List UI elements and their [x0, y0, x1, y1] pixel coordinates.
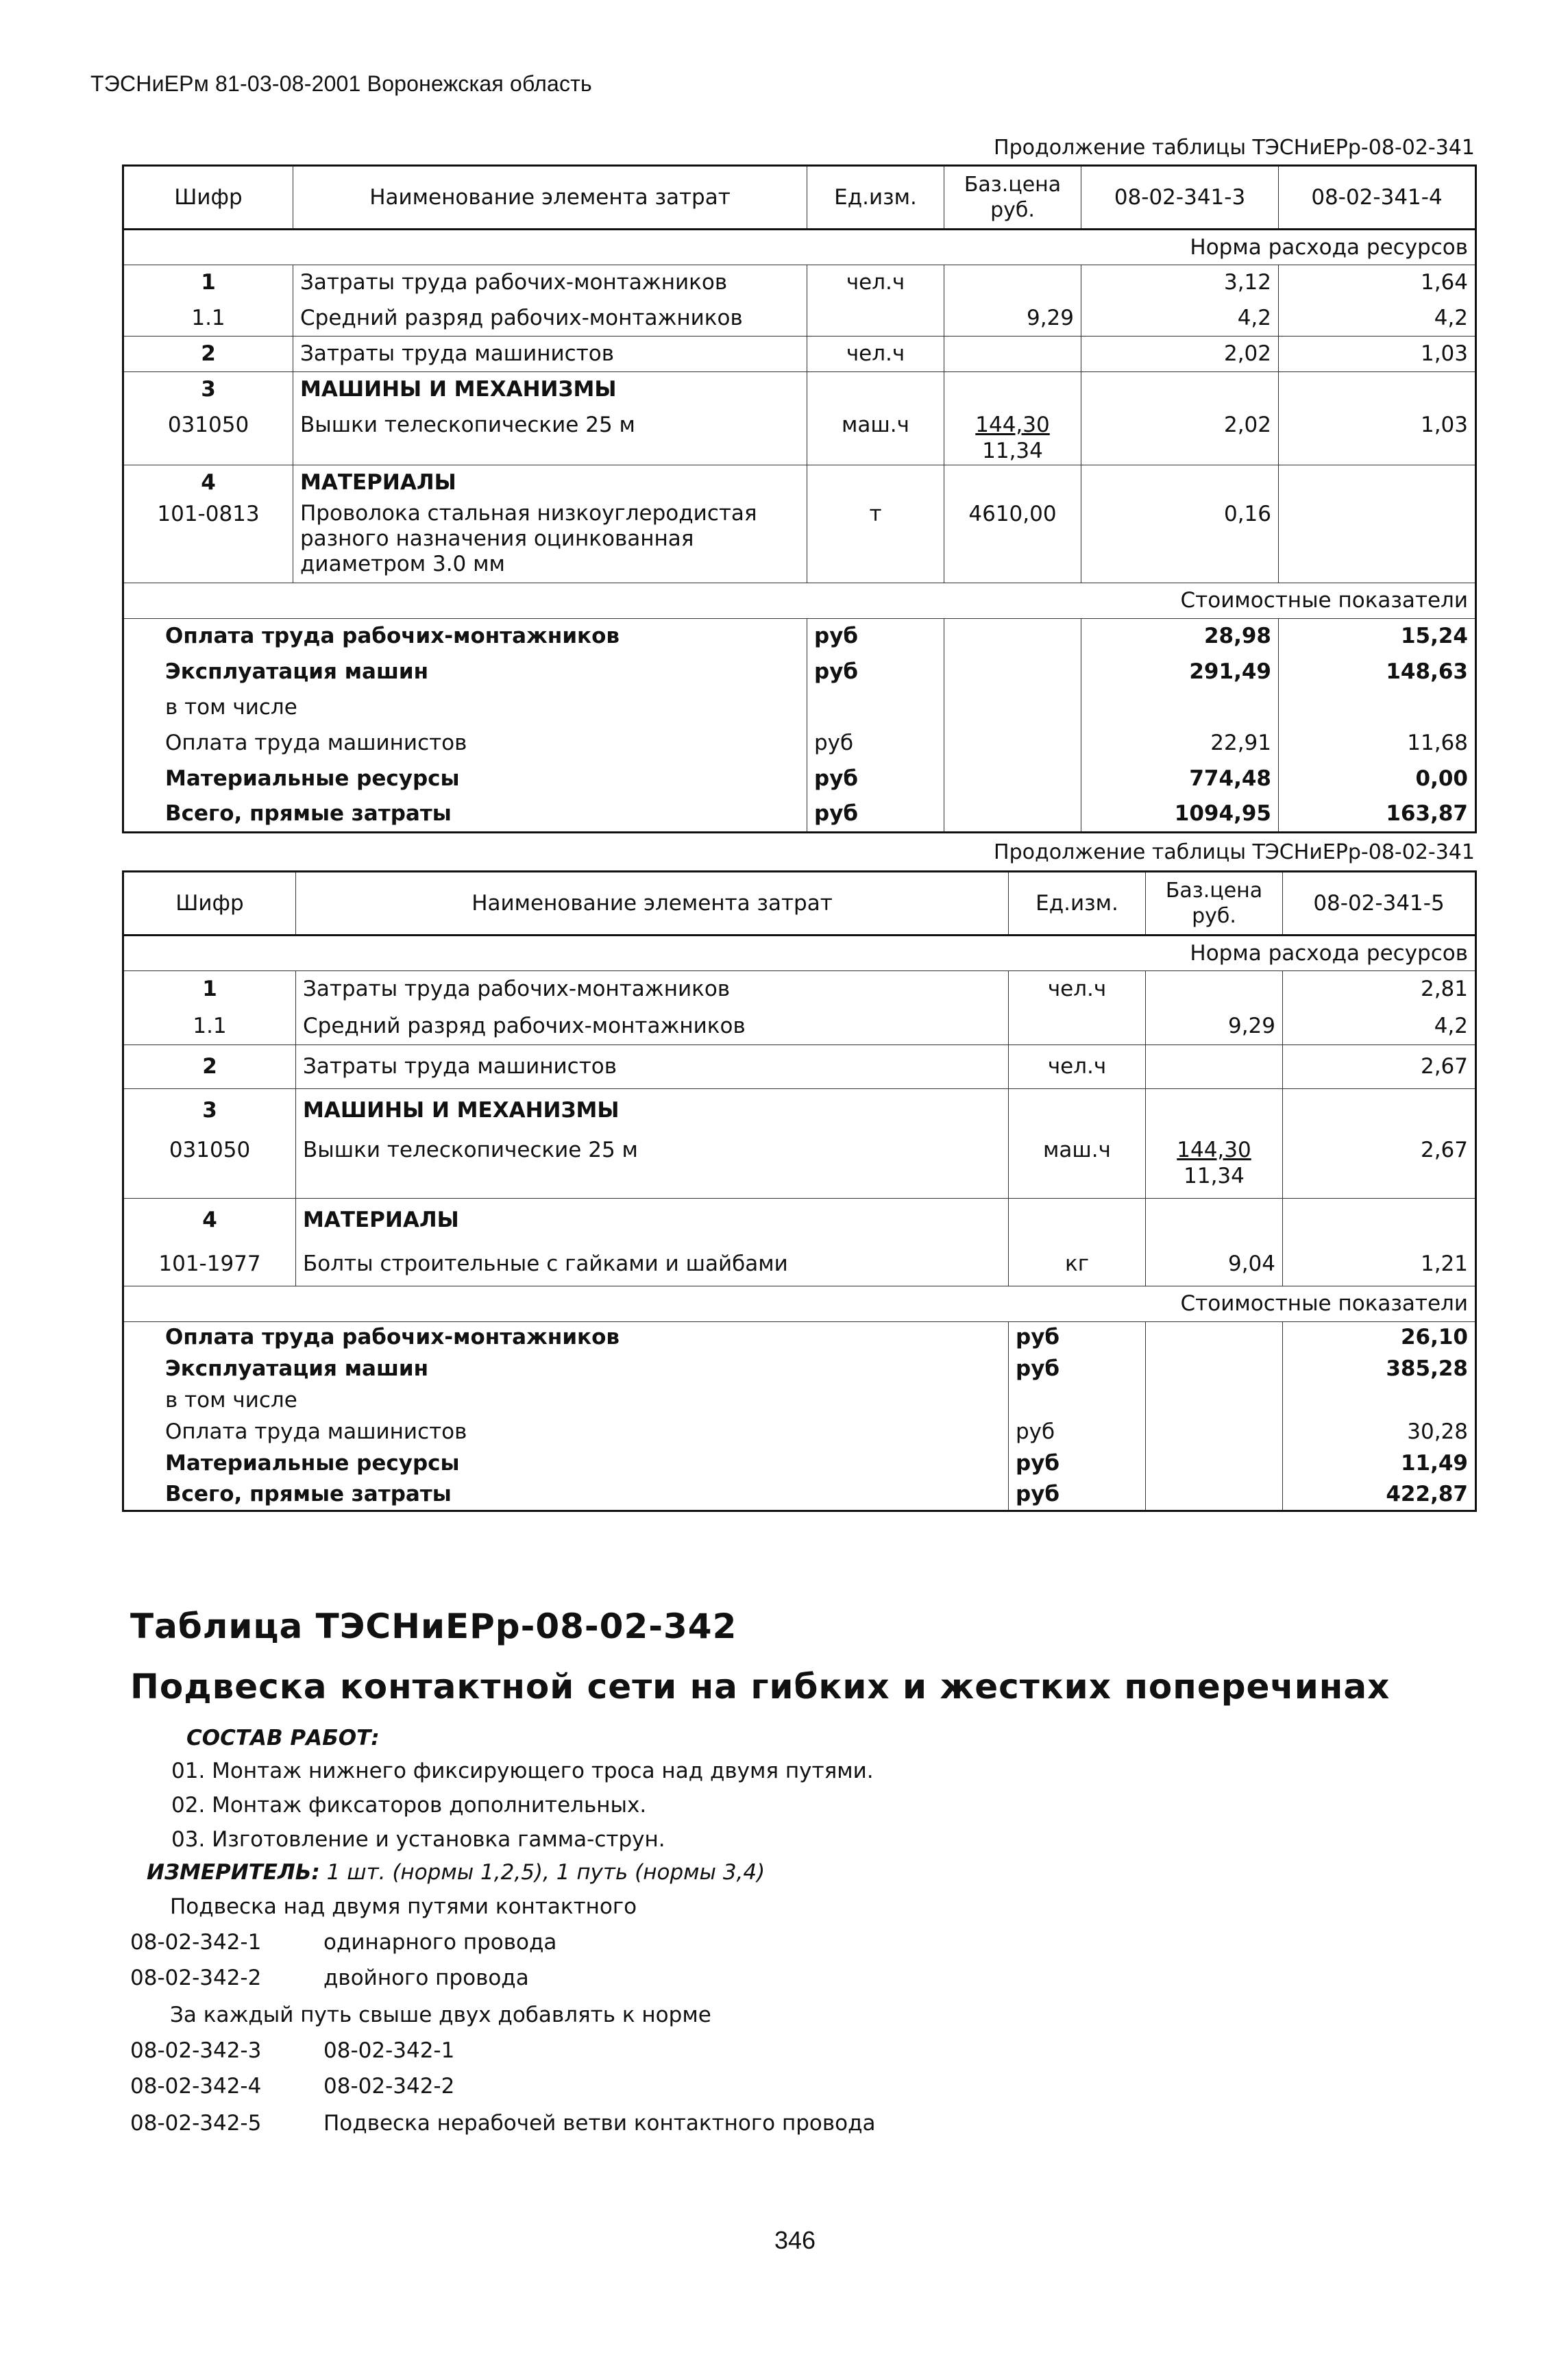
row-name: МАШИНЫ И МЕХАНИЗМЫ [296, 1089, 1009, 1133]
work-item: 02. Монтаж фиксаторов дополнительных. [171, 1793, 647, 1818]
cost-row [123, 726, 1476, 761]
table-row [123, 265, 1476, 301]
row-name: Затраты труда машинистов [296, 1045, 1009, 1089]
table-row [123, 1008, 1476, 1045]
row-value-2: 1,03 [1279, 337, 1476, 372]
table-row [123, 301, 1476, 337]
section-subtitle: Подвеска контактной сети на гибких и жестких поперечинах [130, 1667, 1391, 1707]
row-value-1: 2,02 [1081, 337, 1279, 372]
row-unit: маш.ч [1009, 1133, 1146, 1199]
table2-header-row [123, 872, 1476, 936]
row-code: 2 [123, 1045, 296, 1089]
meter-text: 1 шт. (нормы 1,2,5), 1 путь (нормы 3,4) [326, 1860, 765, 1885]
row-unit [807, 301, 944, 337]
row-unit: чел.ч [807, 337, 944, 372]
norm-label-row [123, 230, 1476, 265]
col-header-name: Наименование элемента затрат [293, 166, 807, 230]
cost-row [123, 1448, 1476, 1480]
cost-row [123, 655, 1476, 690]
section-title: Таблица ТЭСНиЕРр-08-02-342 [130, 1607, 737, 1646]
work-item: 03. Изготовление и установка гамма-струн. [171, 1827, 665, 1852]
cost-name: Оплата труда рабочих-монтажников [123, 1322, 1009, 1354]
row-name: Средний разряд рабочих-монтажников [296, 1008, 1009, 1045]
row-name: Затраты труда машинистов [293, 337, 807, 372]
norm-label-row [123, 936, 1476, 971]
cost-row [123, 1417, 1476, 1448]
col-header-code: Шифр [123, 872, 296, 936]
cost-value-1: 422,87 [1283, 1480, 1476, 1511]
cost-value-1: 28,98 [1081, 619, 1279, 655]
cost-row [123, 690, 1476, 726]
table-row [123, 465, 1476, 501]
composition-label: СОСТАВ РАБОТ: [186, 1726, 380, 1750]
row-code: 1 [123, 265, 293, 301]
row-code: 3 [123, 1089, 296, 1133]
item-code: 08-02-342-1 [130, 1930, 262, 1955]
col-header-price: Баз.цена руб. [944, 166, 1081, 230]
table-row [123, 408, 1476, 465]
row-value-2: 1,03 [1279, 408, 1476, 465]
row-name: Затраты труда рабочих-монтажников [293, 265, 807, 301]
row-code: 031050 [123, 408, 293, 465]
row-value-1: 2,67 [1283, 1045, 1476, 1089]
page-header: ТЭСНиЕРм 81-03-08-2001 Воронежская область [90, 71, 592, 96]
table1 [122, 164, 1477, 833]
table-row [123, 1045, 1476, 1089]
norm-label: Норма расхода ресурсов [1081, 230, 1476, 265]
cost-value-1: 291,49 [1081, 655, 1279, 690]
cost-label: Стоимостные показатели [1081, 583, 1476, 619]
table2-continuation: Продолжение таблицы ТЭСНиЕРр-08-02-341 [994, 840, 1475, 864]
row-code: 031050 [123, 1133, 296, 1199]
row-price-machinist: 11,34 [1184, 1164, 1245, 1189]
cost-label-row [123, 583, 1476, 619]
page-number: 346 [774, 2226, 816, 2254]
table-row [123, 1089, 1476, 1133]
cost-value-1: 26,10 [1283, 1322, 1476, 1354]
row-value-1: 2,02 [1081, 408, 1279, 465]
cost-unit: руб [807, 655, 944, 690]
table2 [122, 870, 1477, 1512]
row-unit: чел.ч [1009, 1045, 1146, 1089]
row-name: МАШИНЫ И МЕХАНИЗМЫ [293, 372, 807, 408]
cost-unit: руб [807, 797, 944, 833]
cost-value-1: 774,48 [1081, 761, 1279, 797]
cost-name: Оплата труда машинистов [123, 1417, 1009, 1448]
cost-unit: руб [1009, 1322, 1146, 1354]
col-header-norm-1: 08-02-341-5 [1283, 872, 1476, 936]
row-value-1: 4,2 [1081, 301, 1279, 337]
cost-row [123, 1354, 1476, 1385]
row-value-1: 3,12 [1081, 265, 1279, 301]
row-price: 9,04 [1146, 1243, 1283, 1286]
item-text: 08-02-342-2 [323, 2074, 455, 2099]
item-code: 08-02-342-3 [130, 2038, 262, 2063]
col-header-unit: Ед.изм. [1009, 872, 1146, 936]
work-item: 01. Монтаж нижнего фиксирующего троса над двумя путями. [171, 1759, 874, 1783]
row-name: Болты строительные с гайками и шайбами [296, 1243, 1009, 1286]
cost-value-1: 30,28 [1283, 1417, 1476, 1448]
group2-title: За каждый путь свыше двух добавлять к норме [170, 2003, 711, 2027]
row-value-1: 1,21 [1283, 1243, 1476, 1286]
cost-row [123, 1322, 1476, 1354]
cost-value-2: 148,63 [1279, 655, 1476, 690]
row-price [1146, 1133, 1283, 1199]
cost-unit: руб [1009, 1354, 1146, 1385]
row-price [1146, 971, 1283, 1008]
cost-name: Всего, прямые затраты [123, 1480, 1009, 1511]
table-row [123, 1243, 1476, 1286]
cost-name: Эксплуатация машин [123, 655, 807, 690]
cost-unit: руб [807, 726, 944, 761]
col-header-price: Баз.цена руб. [1146, 872, 1283, 936]
cost-value-1: 1094,95 [1081, 797, 1279, 833]
meter-line [147, 1860, 765, 1885]
row-unit: чел.ч [807, 265, 944, 301]
row-price: 9,29 [944, 301, 1081, 337]
cost-name: Оплата труда машинистов [123, 726, 807, 761]
cost-row [123, 1385, 1476, 1417]
cost-value-1: 22,91 [1081, 726, 1279, 761]
row-name: МАТЕРИАЛЫ [296, 1199, 1009, 1243]
row-code: 101-1977 [123, 1243, 296, 1286]
cost-name: в том числе [123, 1385, 1009, 1417]
cost-value-2: 0,00 [1279, 761, 1476, 797]
row-price [1146, 1045, 1283, 1089]
item-code: 08-02-342-5 [130, 2111, 262, 2136]
item-text: двойного провода [323, 1966, 529, 1990]
col-header-unit: Ед.изм. [807, 166, 944, 230]
cost-value-1: 385,28 [1283, 1354, 1476, 1385]
row-price [944, 337, 1081, 372]
row-price: 9,29 [1146, 1008, 1283, 1045]
cost-row [123, 619, 1476, 655]
col-header-norm-2: 08-02-341-4 [1279, 166, 1476, 230]
row-value-2: 4,2 [1279, 301, 1476, 337]
cost-value-2: 163,87 [1279, 797, 1476, 833]
table1-continuation: Продолжение таблицы ТЭСНиЕРр-08-02-341 [994, 136, 1475, 160]
row-value-2: 1,64 [1279, 265, 1476, 301]
row-code: 2 [123, 337, 293, 372]
cost-unit: руб [1009, 1480, 1146, 1511]
group1-title: Подвеска над двумя путями контактного [170, 1894, 637, 1919]
item-code: 08-02-342-2 [130, 1966, 262, 1990]
item-code: 08-02-342-4 [130, 2074, 262, 2099]
cost-value-2: 15,24 [1279, 619, 1476, 655]
table-row [123, 971, 1476, 1008]
row-price-machinist: 11,34 [982, 439, 1043, 464]
row-name: Средний разряд рабочих-монтажников [293, 301, 807, 337]
row-name: Проволока стальная низкоуглеродистая разного назначения оцинкованная диаметром 3.0 мм [293, 501, 807, 583]
table-row [123, 501, 1476, 583]
row-code: 1.1 [123, 301, 293, 337]
cost-row [123, 761, 1476, 797]
cost-unit: руб [1009, 1417, 1146, 1448]
row-value-1: 2,81 [1283, 971, 1476, 1008]
item-text: Подвеска нерабочей ветви контактного провода [323, 2111, 876, 2136]
col-header-norm-1: 08-02-341-3 [1081, 166, 1279, 230]
row-value-1: 2,67 [1283, 1133, 1476, 1199]
cost-unit: руб [807, 761, 944, 797]
row-value-1: 0,16 [1081, 501, 1279, 583]
row-price [944, 265, 1081, 301]
row-code: 3 [123, 372, 293, 408]
row-price [944, 408, 1081, 465]
cost-row [123, 797, 1476, 833]
cost-name: Оплата труда рабочих-монтажников [123, 619, 807, 655]
row-name: Вышки телескопические 25 м [296, 1133, 1009, 1199]
cost-row [123, 1480, 1476, 1511]
row-name: Вышки телескопические 25 м [293, 408, 807, 465]
row-price: 4610,00 [944, 501, 1081, 583]
row-unit [1009, 1008, 1146, 1045]
table1-header-row [123, 166, 1476, 230]
item-text: 08-02-342-1 [323, 2038, 455, 2063]
col-header-name: Наименование элемента затрат [296, 872, 1009, 936]
row-code: 4 [123, 1199, 296, 1243]
row-value-2 [1279, 501, 1476, 583]
meter-label: ИЗМЕРИТЕЛЬ: [147, 1860, 320, 1885]
table-row [123, 337, 1476, 372]
norm-label: Норма расхода ресурсов [1146, 936, 1476, 971]
cost-name: Материальные ресурсы [123, 1448, 1009, 1480]
row-unit: т [807, 501, 944, 583]
item-text: одинарного провода [323, 1930, 557, 1955]
cost-name: Материальные ресурсы [123, 761, 807, 797]
row-name: МАТЕРИАЛЫ [293, 465, 807, 501]
row-price-main: 144,30 [1177, 1137, 1251, 1162]
col-header-code: Шифр [123, 166, 293, 230]
row-code: 1.1 [123, 1008, 296, 1045]
cost-name: в том числе [123, 690, 807, 726]
cost-value-1: 11,49 [1283, 1448, 1476, 1480]
row-value-1: 4,2 [1283, 1008, 1476, 1045]
cost-value-2: 11,68 [1279, 726, 1476, 761]
cost-name: Эксплуатация машин [123, 1354, 1009, 1385]
table-row [123, 1199, 1476, 1243]
row-unit: чел.ч [1009, 971, 1146, 1008]
row-code: 4 [123, 465, 293, 501]
row-code: 1 [123, 971, 296, 1008]
table-row [123, 1133, 1476, 1199]
cost-label-row [123, 1286, 1476, 1322]
row-unit: кг [1009, 1243, 1146, 1286]
row-price-main: 144,30 [975, 412, 1050, 437]
table-row [123, 372, 1476, 408]
cost-unit: руб [807, 619, 944, 655]
row-code: 101-0813 [123, 501, 293, 583]
row-unit: маш.ч [807, 408, 944, 465]
cost-unit: руб [1009, 1448, 1146, 1480]
cost-name: Всего, прямые затраты [123, 797, 807, 833]
row-name: Затраты труда рабочих-монтажников [296, 971, 1009, 1008]
cost-label: Стоимостные показатели [1146, 1286, 1476, 1322]
